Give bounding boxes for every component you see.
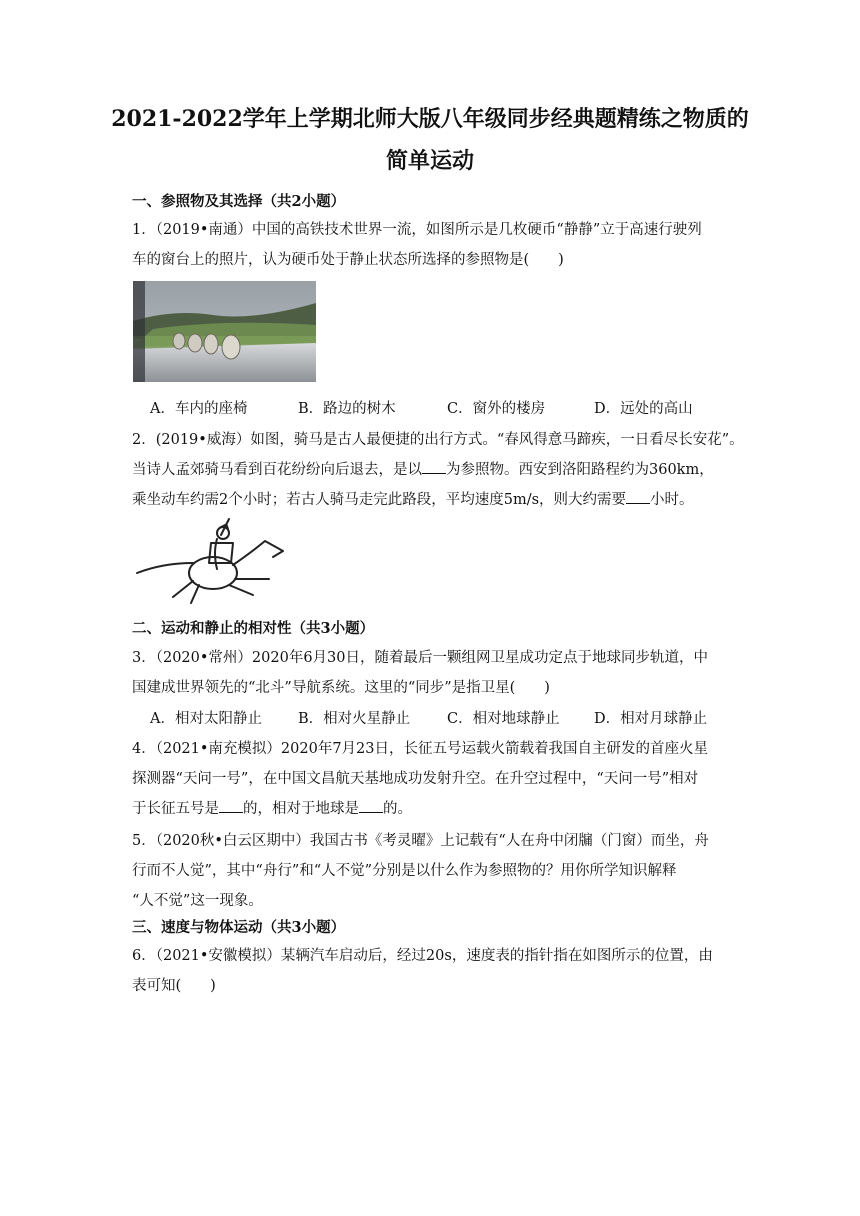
question-1-option-b: B．路边的树木 bbox=[298, 401, 396, 417]
question-6-line-2: 表可知( ) bbox=[132, 978, 216, 994]
question-3-option-a: A．相对太阳静止 bbox=[150, 711, 262, 727]
answer-blank[interactable] bbox=[422, 459, 446, 474]
question-4-line-1: 4．（2021•南充模拟）2020年7月23日，长征五号运载火箭载着我国自主研发的首座火星 bbox=[132, 741, 709, 757]
answer-blank[interactable] bbox=[359, 798, 383, 813]
page-title-line-1: 2021-2022学年上学期北师大版八年级同步经典题精练之物质的 bbox=[111, 106, 749, 132]
question-1-option-d: D．远处的高山 bbox=[594, 401, 693, 417]
coins-on-train-window-photo bbox=[133, 281, 316, 382]
question-4-line-3: 于长征五号是 的，相对于地球是 的。 bbox=[132, 797, 732, 818]
horse-rider-drawing bbox=[133, 513, 293, 605]
question-6-line-1: 6．（2021•安徽模拟）某辆汽车启动后，经过20s，速度表的指针指在如图所示的位置，由 bbox=[132, 948, 713, 964]
question-5-line-1: 5．（2020秋•白云区期中）我国古书《考灵曜》上记载有“人在舟中闭牖（门窗）而坐，舟 bbox=[132, 833, 709, 849]
question-4-line-2: 探测器“天问一号”，在中国文昌航天基地成功发射升空。在升空过程中，“天问一号”相对 bbox=[132, 771, 699, 787]
question-5-line-3: “人不觉”这一现象。 bbox=[132, 893, 263, 909]
section-heading-3: 三、速度与物体运动（共3小题） bbox=[132, 919, 346, 936]
section-heading-2: 二、运动和静止的相对性（共3小题） bbox=[132, 620, 375, 637]
question-1-line-2: 车的窗台上的照片，认为硬币处于静止状态所选择的参照物是( ) bbox=[132, 252, 564, 268]
answer-blank[interactable] bbox=[219, 798, 243, 813]
page-title-line-2: 简单运动 bbox=[385, 148, 474, 174]
question-5-line-2: 行而不人觉”，其中“舟行”和“人不觉”分别是以什么作为参照物的？用你所学知识解释 bbox=[132, 863, 677, 879]
question-1-line-1: 1．（2019•南通）中国的高铁技术世界一流，如图所示是几枚硬币“静静”立于高速行驶列 bbox=[132, 222, 702, 238]
question-3-option-c: C．相对地球静止 bbox=[447, 711, 560, 727]
question-3-option-b: B．相对火星静止 bbox=[298, 711, 411, 727]
question-1-option-a: A．车内的座椅 bbox=[150, 401, 248, 417]
question-3-line-1: 3．（2020•常州）2020年6月30日，随着最后一颗组网卫星成功定点于地球同步轨道，中 bbox=[132, 650, 709, 666]
question-3-line-2: 国建成世界领先的“北斗”导航系统。这里的“同步”是指卫星( ) bbox=[132, 680, 550, 696]
section-heading-1: 一、参照物及其选择（共2小题） bbox=[132, 193, 346, 210]
answer-blank[interactable] bbox=[626, 489, 650, 504]
question-2-line-1: 2．(2019•威海）如图，骑马是古人最便捷的出行方式。“春风得意马蹄疾，一日看尽长安花”。 bbox=[132, 432, 744, 448]
question-2-line-2: 当诗人孟郊骑马看到百花纷纷向后退去，是以 为参照物。西安到洛阳路程约为360km， bbox=[132, 458, 732, 479]
question-3-option-d: D．相对月球静止 bbox=[594, 711, 708, 727]
question-1-option-c: C．窗外的楼房 bbox=[447, 401, 546, 417]
question-2-line-3: 乘坐动车约需2个小时；若古人骑马走完此路段，平均速度5m/s，则大约需要 小时。 bbox=[132, 488, 732, 509]
